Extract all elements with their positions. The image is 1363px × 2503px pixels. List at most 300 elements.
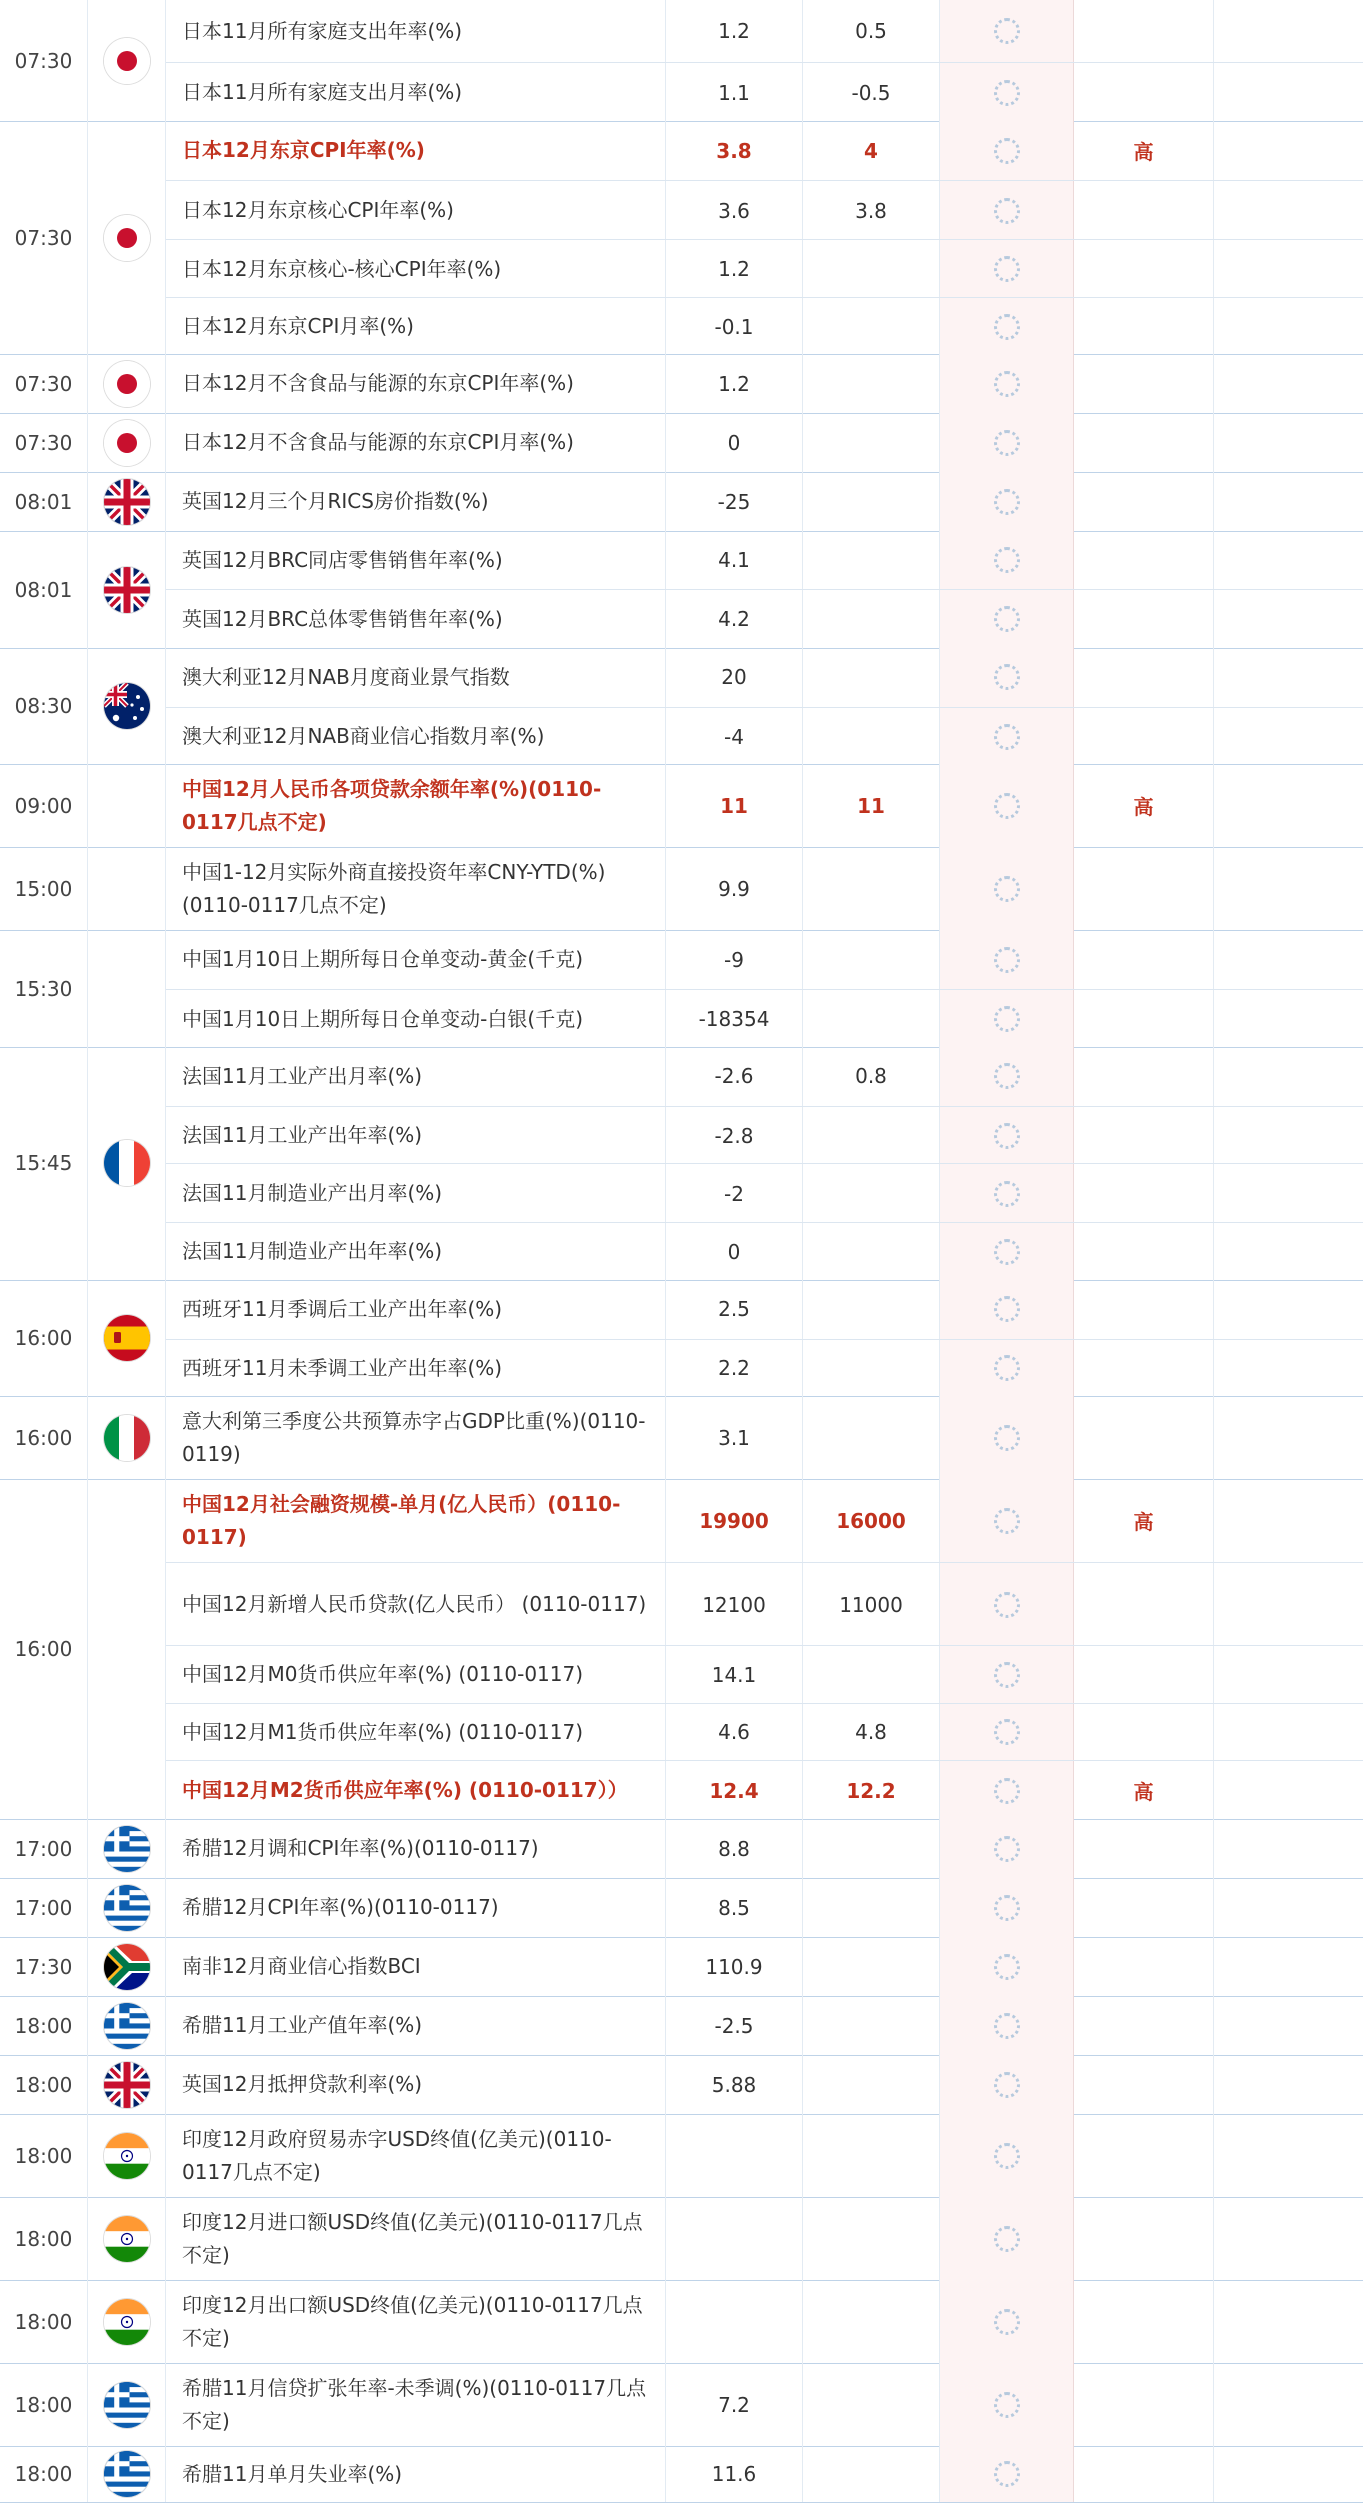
importance-label bbox=[1074, 1878, 1214, 1937]
event-group bbox=[0, 930, 1363, 1047]
event-group bbox=[0, 121, 1363, 355]
forecast-value bbox=[803, 1396, 940, 1479]
previous-value: 9.9 bbox=[666, 847, 803, 930]
actual-value-loading bbox=[940, 930, 1074, 989]
event-group bbox=[0, 1479, 1363, 1820]
event-row[interactable] bbox=[166, 1479, 1363, 1562]
previous-value: 0 bbox=[666, 413, 803, 472]
importance-label bbox=[1074, 298, 1214, 355]
event-row[interactable] bbox=[166, 589, 1363, 649]
loading-spinner-icon bbox=[994, 1296, 1020, 1322]
actual-value-loading bbox=[940, 2280, 1074, 2363]
flag-cell bbox=[88, 1479, 166, 1819]
event-time: 08:01 bbox=[0, 531, 88, 647]
event-group bbox=[0, 764, 1363, 848]
actual-value-loading bbox=[940, 1996, 1074, 2055]
previous-value: -9 bbox=[666, 930, 803, 989]
event-row[interactable] bbox=[166, 1222, 1363, 1280]
forecast-value bbox=[803, 2446, 940, 2502]
importance-label bbox=[1074, 1164, 1214, 1223]
event-group bbox=[0, 2055, 1363, 2115]
event-row[interactable] bbox=[166, 847, 1363, 930]
forecast-value bbox=[803, 531, 940, 588]
forecast-value bbox=[803, 2363, 940, 2446]
event-time: 17:00 bbox=[0, 1878, 88, 1937]
forecast-value: 4.8 bbox=[803, 1704, 940, 1761]
actual-value-loading bbox=[940, 2197, 1074, 2280]
event-row[interactable] bbox=[166, 707, 1363, 765]
previous-value bbox=[666, 2280, 803, 2363]
event-time: 15:30 bbox=[0, 930, 88, 1046]
event-name: 希腊11月工业产值年率(%) bbox=[166, 1996, 666, 2055]
importance-label bbox=[1074, 240, 1214, 297]
event-row[interactable] bbox=[166, 1703, 1363, 1761]
event-row[interactable] bbox=[166, 989, 1363, 1047]
event-time: 18:00 bbox=[0, 2114, 88, 2197]
event-name: 印度12月进口额USD终值(亿美元)(0110-0117几点不定) bbox=[166, 2197, 666, 2280]
importance-label bbox=[1074, 63, 1214, 122]
event-name: 日本11月所有家庭支出月率(%) bbox=[166, 63, 666, 122]
event-name: 中国12月M2货币供应年率(%) (0110-0117）） bbox=[166, 1761, 666, 1820]
event-name: 英国12月三个月RICS房价指数(%) bbox=[166, 472, 666, 531]
previous-value: 8.8 bbox=[666, 1819, 803, 1878]
actual-value-loading bbox=[940, 1107, 1074, 1164]
event-group bbox=[0, 1937, 1363, 1997]
importance-label bbox=[1074, 930, 1214, 989]
event-name: 日本12月不含食品与能源的东京CPI月率(%) bbox=[166, 413, 666, 472]
event-row[interactable] bbox=[166, 1106, 1363, 1164]
loading-spinner-icon bbox=[994, 1063, 1020, 1089]
event-group bbox=[0, 2197, 1363, 2281]
previous-value: 14.1 bbox=[666, 1646, 803, 1703]
loading-spinner-icon bbox=[994, 198, 1020, 224]
actual-value-loading bbox=[940, 1761, 1074, 1820]
event-time: 18:00 bbox=[0, 1996, 88, 2055]
forecast-value bbox=[803, 1996, 940, 2055]
event-name: 印度12月政府贸易赤字USD终值(亿美元)(0110-0117几点不定) bbox=[166, 2114, 666, 2197]
loading-spinner-icon bbox=[994, 1836, 1020, 1862]
uk-flag-icon bbox=[88, 531, 166, 647]
importance-label bbox=[1074, 1047, 1214, 1106]
importance-label bbox=[1074, 990, 1214, 1047]
forecast-value: -0.5 bbox=[803, 63, 940, 122]
importance-label bbox=[1074, 413, 1214, 472]
event-name: 中国12月人民币各项贷款余额年率(%)(0110-0117几点不定) bbox=[166, 764, 666, 847]
importance-label bbox=[1074, 2055, 1214, 2114]
event-name: 英国12月抵押贷款利率(%) bbox=[166, 2055, 666, 2114]
event-row[interactable] bbox=[166, 413, 1363, 472]
previous-value: -18354 bbox=[666, 990, 803, 1047]
event-name: 中国1月10日上期所每日仓单变动-黄金(千克) bbox=[166, 930, 666, 989]
actual-value-loading bbox=[940, 472, 1074, 531]
uk-flag-icon bbox=[88, 2055, 166, 2114]
previous-value: 2.5 bbox=[666, 1280, 803, 1339]
event-row[interactable] bbox=[166, 2446, 1363, 2502]
previous-value: -2.6 bbox=[666, 1047, 803, 1106]
event-row[interactable] bbox=[166, 648, 1363, 707]
event-name: 法国11月工业产出月率(%) bbox=[166, 1047, 666, 1106]
loading-spinner-icon bbox=[994, 2226, 1020, 2252]
event-name: 中国12月社会融资规模-单月(亿人民币）(0110-0117) bbox=[166, 1479, 666, 1562]
previous-value bbox=[666, 2197, 803, 2280]
importance-label bbox=[1074, 847, 1214, 930]
event-row[interactable] bbox=[166, 1819, 1363, 1878]
importance-label bbox=[1074, 531, 1214, 588]
forecast-value bbox=[803, 1223, 940, 1280]
actual-value-loading bbox=[940, 2114, 1074, 2197]
actual-value-loading bbox=[940, 1937, 1074, 1996]
importance-label bbox=[1074, 1223, 1214, 1280]
forecast-value bbox=[803, 1280, 940, 1339]
event-name: 法国11月制造业产出月率(%) bbox=[166, 1164, 666, 1223]
event-row[interactable] bbox=[166, 1339, 1363, 1397]
forecast-value: 0.8 bbox=[803, 1047, 940, 1106]
loading-spinner-icon bbox=[994, 1508, 1020, 1534]
event-row[interactable] bbox=[166, 2055, 1363, 2114]
importance-label bbox=[1074, 1563, 1214, 1646]
forecast-value bbox=[803, 413, 940, 472]
importance-label bbox=[1074, 1704, 1214, 1761]
event-row[interactable] bbox=[166, 1280, 1363, 1339]
event-group bbox=[0, 1047, 1363, 1281]
flag-cell bbox=[88, 847, 166, 930]
actual-value-loading bbox=[940, 2363, 1074, 2446]
previous-value: 11.6 bbox=[666, 2446, 803, 2502]
actual-value-loading bbox=[940, 1164, 1074, 1223]
previous-value: 8.5 bbox=[666, 1878, 803, 1937]
loading-spinner-icon bbox=[994, 1006, 1020, 1032]
event-name: 希腊12月调和CPI年率(%)(0110-0117) bbox=[166, 1819, 666, 1878]
event-group bbox=[0, 472, 1363, 532]
japan-flag-icon bbox=[88, 0, 166, 121]
event-name: 中国12月M1货币供应年率(%) (0110-0117) bbox=[166, 1704, 666, 1761]
event-name: 西班牙11月季调后工业产出年率(%) bbox=[166, 1280, 666, 1339]
importance-label bbox=[1074, 2197, 1214, 2280]
loading-spinner-icon bbox=[994, 1239, 1020, 1265]
event-group bbox=[0, 531, 1363, 648]
previous-value: 5.88 bbox=[666, 2055, 803, 2114]
event-name: 澳大利亚12月NAB月度商业景气指数 bbox=[166, 648, 666, 707]
forecast-value bbox=[803, 298, 940, 355]
previous-value: 3.6 bbox=[666, 181, 803, 240]
forecast-value bbox=[803, 1937, 940, 1996]
event-group bbox=[0, 1878, 1363, 1938]
event-group bbox=[0, 648, 1363, 765]
loading-spinner-icon bbox=[994, 1719, 1020, 1745]
event-row[interactable] bbox=[166, 764, 1363, 847]
event-group bbox=[0, 2280, 1363, 2364]
importance-label bbox=[1074, 0, 1214, 62]
greece-flag-icon bbox=[88, 2363, 166, 2446]
event-row[interactable] bbox=[166, 2114, 1363, 2197]
previous-value: 1.2 bbox=[666, 0, 803, 62]
importance-label bbox=[1074, 2446, 1214, 2502]
event-row[interactable] bbox=[166, 531, 1363, 588]
event-time: 16:00 bbox=[0, 1396, 88, 1479]
event-row[interactable] bbox=[166, 2280, 1363, 2363]
event-row[interactable] bbox=[166, 1996, 1363, 2055]
forecast-value bbox=[803, 648, 940, 707]
forecast-value: 11000 bbox=[803, 1563, 940, 1646]
forecast-value bbox=[803, 1646, 940, 1703]
loading-spinner-icon bbox=[994, 1425, 1020, 1451]
event-row[interactable] bbox=[166, 1562, 1363, 1646]
event-group bbox=[0, 1996, 1363, 2056]
importance-label bbox=[1074, 1937, 1214, 1996]
actual-value-loading bbox=[940, 1878, 1074, 1937]
event-row[interactable] bbox=[166, 239, 1363, 297]
event-row[interactable] bbox=[166, 1163, 1363, 1223]
japan-flag-icon bbox=[88, 354, 166, 413]
event-row[interactable] bbox=[166, 1396, 1363, 1479]
event-time: 07:30 bbox=[0, 413, 88, 472]
loading-spinner-icon bbox=[994, 793, 1020, 819]
forecast-value bbox=[803, 1340, 940, 1397]
forecast-value bbox=[803, 590, 940, 649]
event-name: 西班牙11月未季调工业产出年率(%) bbox=[166, 1340, 666, 1397]
importance-label: 高 bbox=[1074, 1479, 1214, 1562]
importance-label bbox=[1074, 1396, 1214, 1479]
event-group bbox=[0, 1396, 1363, 1480]
previous-value: -4 bbox=[666, 708, 803, 765]
forecast-value bbox=[803, 2114, 940, 2197]
event-time: 08:01 bbox=[0, 472, 88, 531]
event-time: 09:00 bbox=[0, 764, 88, 847]
importance-label bbox=[1074, 1280, 1214, 1339]
actual-value-loading bbox=[940, 2446, 1074, 2502]
india-flag-icon bbox=[88, 2280, 166, 2363]
forecast-value: 4 bbox=[803, 121, 940, 180]
event-row[interactable] bbox=[166, 354, 1363, 413]
actual-value-loading bbox=[940, 847, 1074, 930]
loading-spinner-icon bbox=[994, 80, 1020, 106]
loading-spinner-icon bbox=[994, 256, 1020, 282]
event-time: 18:00 bbox=[0, 2446, 88, 2502]
event-time: 18:00 bbox=[0, 2197, 88, 2280]
forecast-value: 12.2 bbox=[803, 1761, 940, 1820]
previous-value: 12100 bbox=[666, 1563, 803, 1646]
event-time: 16:00 bbox=[0, 1479, 88, 1819]
event-group bbox=[0, 1819, 1363, 1879]
event-name: 希腊11月信贷扩张年率-未季调(%)(0110-0117几点不定) bbox=[166, 2363, 666, 2446]
event-group bbox=[0, 413, 1363, 473]
event-group bbox=[0, 2363, 1363, 2447]
event-row[interactable] bbox=[166, 472, 1363, 531]
event-row[interactable] bbox=[166, 1645, 1363, 1703]
event-time: 16:00 bbox=[0, 1280, 88, 1396]
loading-spinner-icon bbox=[994, 138, 1020, 164]
previous-value: -2.8 bbox=[666, 1107, 803, 1164]
event-name: 中国1-12月实际外商直接投资年率CNY-YTD(%)(0110-0117几点不定) bbox=[166, 847, 666, 930]
event-row[interactable] bbox=[166, 2197, 1363, 2280]
event-name: 希腊11月单月失业率(%) bbox=[166, 2446, 666, 2502]
greece-flag-icon bbox=[88, 2446, 166, 2502]
event-row[interactable] bbox=[166, 62, 1363, 122]
importance-label bbox=[1074, 354, 1214, 413]
forecast-value: 3.8 bbox=[803, 181, 940, 240]
forecast-value bbox=[803, 2280, 940, 2363]
event-row[interactable] bbox=[166, 930, 1363, 989]
uk-flag-icon bbox=[88, 472, 166, 531]
forecast-value bbox=[803, 354, 940, 413]
forecast-value bbox=[803, 2197, 940, 2280]
loading-spinner-icon bbox=[994, 371, 1020, 397]
greece-flag-icon bbox=[88, 1819, 166, 1878]
event-time: 17:30 bbox=[0, 1937, 88, 1996]
actual-value-loading bbox=[940, 181, 1074, 240]
event-group bbox=[0, 354, 1363, 414]
event-group bbox=[0, 1280, 1363, 1397]
loading-spinner-icon bbox=[994, 1592, 1020, 1618]
loading-spinner-icon bbox=[994, 606, 1020, 632]
event-name: 日本11月所有家庭支出年率(%) bbox=[166, 0, 666, 62]
actual-value-loading bbox=[940, 708, 1074, 765]
australia-flag-icon bbox=[88, 648, 166, 764]
previous-value: 2.2 bbox=[666, 1340, 803, 1397]
previous-value: 3.8 bbox=[666, 121, 803, 180]
loading-spinner-icon bbox=[994, 430, 1020, 456]
event-name: 中国12月M0货币供应年率(%) (0110-0117) bbox=[166, 1646, 666, 1703]
loading-spinner-icon bbox=[994, 2143, 1020, 2169]
event-name: 英国12月BRC总体零售销售年率(%) bbox=[166, 590, 666, 649]
event-name: 英国12月BRC同店零售销售年率(%) bbox=[166, 531, 666, 588]
actual-value-loading bbox=[940, 1704, 1074, 1761]
forecast-value bbox=[803, 847, 940, 930]
actual-value-loading bbox=[940, 1223, 1074, 1280]
event-time: 15:00 bbox=[0, 847, 88, 930]
loading-spinner-icon bbox=[994, 2309, 1020, 2335]
actual-value-loading bbox=[940, 1646, 1074, 1703]
importance-label: 高 bbox=[1074, 764, 1214, 847]
previous-value: -2.5 bbox=[666, 1996, 803, 2055]
forecast-value bbox=[803, 1107, 940, 1164]
previous-value: 7.2 bbox=[666, 2363, 803, 2446]
event-group bbox=[0, 847, 1363, 931]
event-time: 18:00 bbox=[0, 2055, 88, 2114]
previous-value: -2 bbox=[666, 1164, 803, 1223]
previous-value bbox=[666, 2114, 803, 2197]
importance-label bbox=[1074, 181, 1214, 240]
importance-label: 高 bbox=[1074, 1761, 1214, 1820]
event-row[interactable] bbox=[166, 180, 1363, 240]
event-row[interactable] bbox=[166, 297, 1363, 355]
actual-value-loading bbox=[940, 2055, 1074, 2114]
event-name: 意大利第三季度公共预算赤字占GDP比重(%)(0110-0119) bbox=[166, 1396, 666, 1479]
event-name: 法国11月工业产出年率(%) bbox=[166, 1107, 666, 1164]
event-time: 07:30 bbox=[0, 0, 88, 121]
event-name: 印度12月出口额USD终值(亿美元)(0110-0117几点不定) bbox=[166, 2280, 666, 2363]
previous-value: 12.4 bbox=[666, 1761, 803, 1820]
forecast-value bbox=[803, 1819, 940, 1878]
importance-label bbox=[1074, 1340, 1214, 1397]
loading-spinner-icon bbox=[994, 2072, 1020, 2098]
actual-value-loading bbox=[940, 354, 1074, 413]
event-name: 日本12月东京CPI月率(%) bbox=[166, 298, 666, 355]
forecast-value bbox=[803, 1878, 940, 1937]
previous-value: 4.6 bbox=[666, 1704, 803, 1761]
importance-label bbox=[1074, 2114, 1214, 2197]
forecast-value: 11 bbox=[803, 764, 940, 847]
forecast-value bbox=[803, 240, 940, 297]
previous-value: 1.1 bbox=[666, 63, 803, 122]
loading-spinner-icon bbox=[994, 876, 1020, 902]
flag-cell bbox=[88, 764, 166, 847]
importance-label bbox=[1074, 590, 1214, 649]
previous-value: -25 bbox=[666, 472, 803, 531]
loading-spinner-icon bbox=[994, 2461, 1020, 2487]
actual-value-loading bbox=[940, 1479, 1074, 1562]
event-row[interactable] bbox=[166, 1878, 1363, 1937]
importance-label bbox=[1074, 472, 1214, 531]
event-time: 18:00 bbox=[0, 2363, 88, 2446]
event-row[interactable] bbox=[166, 2363, 1363, 2446]
previous-value: 3.1 bbox=[666, 1396, 803, 1479]
event-row[interactable] bbox=[166, 1937, 1363, 1996]
event-row[interactable] bbox=[166, 121, 1363, 180]
south-africa-flag-icon bbox=[88, 1937, 166, 1996]
loading-spinner-icon bbox=[994, 724, 1020, 750]
actual-value-loading bbox=[940, 1396, 1074, 1479]
event-name: 澳大利亚12月NAB商业信心指数月率(%) bbox=[166, 708, 666, 765]
india-flag-icon bbox=[88, 2114, 166, 2197]
actual-value-loading bbox=[940, 1047, 1074, 1106]
event-name: 日本12月不含食品与能源的东京CPI年率(%) bbox=[166, 354, 666, 413]
loading-spinner-icon bbox=[994, 2013, 1020, 2039]
actual-value-loading bbox=[940, 413, 1074, 472]
forecast-value bbox=[803, 472, 940, 531]
event-row[interactable] bbox=[166, 1047, 1363, 1106]
event-row[interactable] bbox=[166, 0, 1363, 62]
actual-value-loading bbox=[940, 590, 1074, 649]
previous-value: 19900 bbox=[666, 1479, 803, 1562]
actual-value-loading bbox=[940, 764, 1074, 847]
loading-spinner-icon bbox=[994, 2392, 1020, 2418]
previous-value: 11 bbox=[666, 764, 803, 847]
event-name: 日本12月东京核心-核心CPI年率(%) bbox=[166, 240, 666, 297]
loading-spinner-icon bbox=[994, 18, 1020, 44]
japan-flag-icon bbox=[88, 121, 166, 354]
forecast-value: 0.5 bbox=[803, 0, 940, 62]
loading-spinner-icon bbox=[994, 947, 1020, 973]
forecast-value bbox=[803, 930, 940, 989]
event-row[interactable] bbox=[166, 1760, 1363, 1820]
actual-value-loading bbox=[940, 1280, 1074, 1339]
loading-spinner-icon bbox=[994, 1778, 1020, 1804]
event-group bbox=[0, 2114, 1363, 2198]
event-time: 17:00 bbox=[0, 1819, 88, 1878]
actual-value-loading bbox=[940, 531, 1074, 588]
previous-value: 1.2 bbox=[666, 354, 803, 413]
france-flag-icon bbox=[88, 1047, 166, 1280]
event-time: 07:30 bbox=[0, 354, 88, 413]
actual-value-loading bbox=[940, 240, 1074, 297]
forecast-value bbox=[803, 990, 940, 1047]
event-name: 南非12月商业信心指数BCI bbox=[166, 1937, 666, 1996]
actual-value-loading bbox=[940, 648, 1074, 707]
previous-value: 0 bbox=[666, 1223, 803, 1280]
event-time: 07:30 bbox=[0, 121, 88, 354]
india-flag-icon bbox=[88, 2197, 166, 2280]
event-group bbox=[0, 2446, 1363, 2503]
importance-label bbox=[1074, 708, 1214, 765]
previous-value: 110.9 bbox=[666, 1937, 803, 1996]
event-name: 中国1月10日上期所每日仓单变动-白银(千克) bbox=[166, 990, 666, 1047]
forecast-value bbox=[803, 1164, 940, 1223]
flag-cell bbox=[88, 930, 166, 1046]
italy-flag-icon bbox=[88, 1396, 166, 1479]
actual-value-loading bbox=[940, 1819, 1074, 1878]
event-group bbox=[0, 0, 1363, 122]
